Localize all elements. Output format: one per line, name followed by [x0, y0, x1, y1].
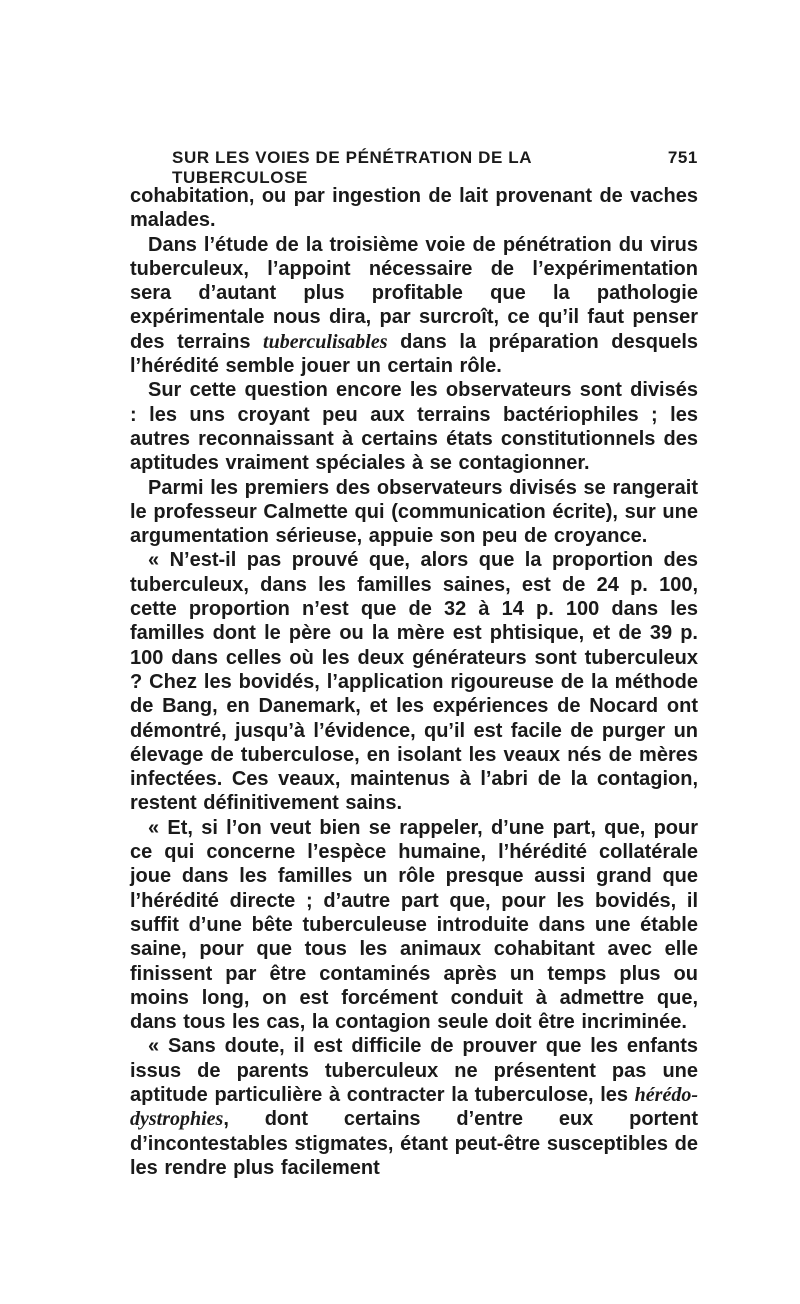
paragraph: [130, 548, 698, 815]
italic-term: tuberculisables: [263, 330, 388, 353]
text-run: cohabitation, ou par ingestion de lait provenant de vaches malades.: [130, 185, 698, 232]
paragraph: [130, 233, 698, 379]
italic-term: hérédo-dystrophies: [130, 1083, 698, 1131]
text-run: Parmi les premiers des observateurs divisés se rangerait le professeur Calmette qui (communication écrite), sur une argumentation sérieuse, appuie son peu de croyance.: [130, 476, 698, 548]
paragraph: [130, 184, 698, 233]
text-run: Sur cette question encore les observateurs sont divisés : les uns croyant peu aux terrains bactériophiles ; les autres reconnaissant à certains états constitutionnels des aptitudes vraiment spéciales à se contagionner.: [130, 379, 698, 475]
paragraph: [130, 1034, 698, 1180]
paragraph: [130, 476, 698, 549]
text-run: Dans l’étude de la troisième voie de pénétration du virus tuberculeux, l’appoint nécessaire de l’expérimentation sera d’autant plus profitable que la pathologie expérimentale nous dira, par surcroît, ce qu’il faut penser des terrains: [130, 233, 698, 353]
text-run: « Sans doute, il est difficile de prouver que les enfants issus de parents tuberculeux ne présentent pas une aptitude particulière à contracter la tuberculose, les: [130, 1035, 698, 1106]
text-run: dans la préparation desquels l’hérédité semble jouer un certain rôle.: [130, 330, 698, 378]
text-run: « Et, si l’on veut bien se rappeler, d’une part, que, pour ce qui concerne l’espèce humaine, l’hérédité collatérale joue dans les familles un rôle presque aussi grand que l’hérédité directe ; d’autre part que, pour les bovidés, il suffit d’une bête tuberculeuse introduite dans une étable saine, pour que tous les animaux cohabitant avec elle finissent par être contaminés après un temps plus ou moins long, on est forcément conduit à admettre que, dans tous les cas, la contagion seule doit être incriminée.: [130, 816, 698, 1034]
body-text: [130, 184, 698, 1180]
page-number: 751: [667, 148, 698, 167]
paragraph: [130, 816, 698, 1035]
text-run: , dont certains d’entre eux portent d’incontestables stigmates, étant peut-être susceptibles de les rendre plus facilement: [130, 1108, 698, 1179]
text-run: « N’est-il pas prouvé que, alors que la proportion des tuberculeux, dans les familles saines, est de 24 p. 100, cette proportion n’est que de 32 à 14 p. 100 dans les familles dont le père ou la mère est phtisique, et de 39 p. 100 dans celles où les deux générateurs sont tuberculeux ? Chez les bovidés, l’application rigoureuse de la méthode de Bang, en Danemark, et les expériences de Nocard ont démontré, jusqu’à l’évidence, qu’il est facile de purger un élevage de tuberculose, en isolant les veaux nés de mères infectées. Ces veaux, maintenus à l’abri de la contagion, restent définitivement sains.: [130, 549, 698, 815]
running-title: SUR LES VOIES DE PÉNÉTRATION DE LA TUBERCULOSE: [172, 148, 532, 187]
paragraph: [130, 378, 698, 475]
running-header: [172, 148, 698, 188]
